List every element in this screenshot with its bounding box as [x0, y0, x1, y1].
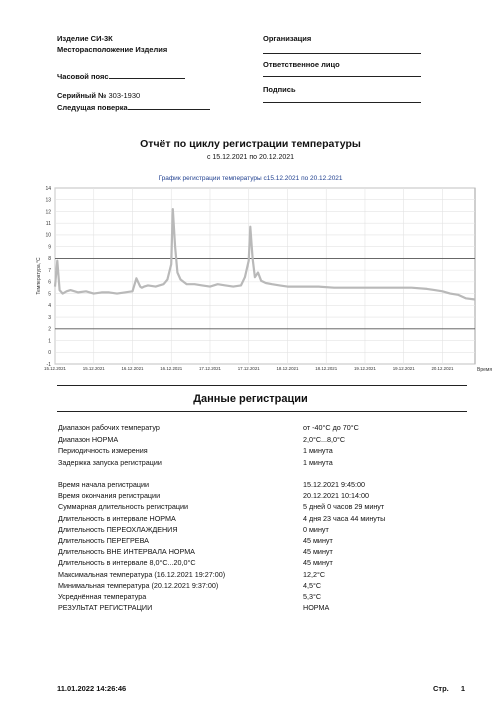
- page-number: 1: [460, 684, 466, 693]
- y-tick-label: 7: [48, 267, 51, 274]
- param-label: РЕЗУЛЬТАТ РЕГИСТРАЦИИ: [58, 603, 153, 613]
- chart-title: График регистрации температуры с15.12.2021 по 20.12.2021: [158, 175, 343, 182]
- y-tick-label: 9: [48, 244, 51, 251]
- x-tick-label: 19.12.2021: [392, 366, 415, 371]
- y-tick-label: 11: [45, 221, 51, 227]
- param-value: 2,0°С...8,0°С: [303, 434, 346, 444]
- footer-datetime: 11.01.2022 14:26:46: [57, 684, 127, 693]
- x-tick-label: 17.12.2021: [198, 366, 221, 371]
- param-label: Усреднённая температура: [58, 592, 147, 601]
- chart-plot-area: [55, 188, 475, 364]
- y-tick-label: 10: [45, 232, 51, 239]
- param-label: Время начала регистрации: [58, 480, 150, 489]
- params-group-results: [0, 480, 501, 630]
- responsible-label: Ответственное лицо: [263, 60, 340, 69]
- serial-label: Серийный №: [57, 91, 107, 100]
- param-label: Время окончания регистрации: [58, 491, 161, 501]
- param-value: 5 дней 0 часов 29 минут: [303, 502, 385, 512]
- product-name: Изделие СИ-3К: [57, 34, 113, 43]
- serial-value: 303-1930: [108, 91, 141, 100]
- responsible-underline: [263, 76, 421, 77]
- x-tick-label: 16.12.2021: [160, 366, 183, 371]
- next-check-field: [57, 101, 210, 113]
- param-value: 45 минут: [303, 536, 333, 545]
- param-label: Диапазон рабочих температур: [58, 423, 160, 432]
- organization-underline: [263, 53, 421, 54]
- param-value: 1 минута: [303, 457, 333, 467]
- param-value: 45 минут: [303, 558, 333, 568]
- params-group-settings: [0, 423, 501, 473]
- section-rule-top: [57, 385, 467, 386]
- x-tick-label: 18.12.2021: [315, 366, 338, 371]
- param-value: 20.12.2021 10:14:00: [303, 491, 369, 501]
- organization-label: Организация: [263, 34, 312, 43]
- param-label: Длительность ВНЕ ИНТЕРВАЛА НОРМА: [58, 547, 195, 557]
- param-label: Длительность ПЕРЕОХЛАЖДЕНИЯ: [58, 524, 178, 534]
- x-axis-label: Время: [477, 367, 493, 373]
- signature-label: Подпись: [263, 85, 296, 94]
- report-title: Отчёт по циклу регистрации температуры: [140, 138, 361, 150]
- y-tick-label: 13: [45, 197, 51, 204]
- y-tick-label: 1: [48, 338, 51, 345]
- page-label: Стр.: [433, 684, 449, 693]
- param-label: Длительность в интервале НОРМА: [58, 513, 176, 523]
- y-tick-label: 0: [48, 350, 51, 357]
- param-label: Длительность ПЕРЕГРЕВА: [58, 536, 149, 545]
- y-axis-label: Температура,°C: [36, 257, 42, 295]
- temperature-chart: [0, 180, 501, 380]
- x-tick-label: 16.12.2021: [121, 366, 144, 371]
- param-label: Минимальная температура (20.12.2021 9:37:00): [58, 580, 219, 590]
- signature-underline: [263, 102, 421, 103]
- param-value: 45 минут: [303, 547, 333, 557]
- y-tick-label: 2: [48, 326, 51, 333]
- param-label: Диапазон НОРМА: [58, 434, 119, 444]
- x-tick-label: 20.12.2021: [431, 366, 454, 371]
- x-tick-label: 17.12.2021: [237, 366, 260, 371]
- location-label: Месторасположение Изделия: [57, 45, 168, 54]
- param-label: Длительность в интервале 8,0°С...20,0°С: [58, 558, 196, 568]
- timezone-underline: [109, 70, 185, 79]
- next-check-underline: [128, 101, 210, 110]
- y-tick-label: 6: [48, 279, 51, 286]
- y-tick-label: 14: [45, 185, 51, 192]
- footer-page: [433, 684, 465, 693]
- y-tick-label: 8: [48, 256, 51, 263]
- x-tick-label: 15.12.2021: [82, 366, 105, 371]
- param-label: Периодичность измерения: [58, 446, 148, 456]
- y-tick-label: -1: [46, 361, 51, 368]
- param-label: Суммарная длительность регистрации: [58, 502, 188, 512]
- param-value: 0 минут: [303, 524, 329, 534]
- y-axis-ticks: [45, 186, 51, 368]
- report-subtitle: с 15.12.2021 по 20.12.2021: [206, 154, 295, 161]
- param-value: 12,2°С: [303, 569, 326, 579]
- x-tick-label: 19.12.2021: [353, 366, 376, 371]
- param-value: 1 минута: [303, 446, 333, 456]
- x-tick-label: 18.12.2021: [276, 366, 299, 371]
- y-tick-label: 3: [48, 314, 51, 321]
- param-value: 4 дня 23 часа 44 минуты: [303, 513, 386, 523]
- y-tick-label: 5: [48, 291, 51, 298]
- x-tick-label: 15.12.2021: [44, 366, 66, 371]
- param-value: 15.12.2021 9:45:00: [303, 480, 365, 489]
- timezone-label: Часовой пояс: [57, 72, 109, 81]
- param-value: от -40°С до 70°С: [303, 423, 359, 432]
- param-label: Задержка запуска регистрации: [58, 457, 162, 467]
- x-axis-ticks: [44, 366, 454, 371]
- y-tick-label: 12: [45, 209, 51, 216]
- param-value: 4,5°С: [303, 580, 322, 590]
- y-tick-label: 4: [48, 303, 51, 310]
- param-value: 5,3°С: [303, 592, 322, 601]
- timezone-field: [57, 70, 185, 82]
- param-label: Максимальная температура (16.12.2021 19:27:00): [58, 569, 226, 579]
- serial-field: [57, 91, 140, 101]
- param-value: НОРМА: [303, 603, 330, 613]
- next-check-label: Следущая поверка: [57, 103, 128, 112]
- section-title: Данные регистрации: [193, 393, 308, 405]
- section-rule-bottom: [57, 411, 467, 412]
